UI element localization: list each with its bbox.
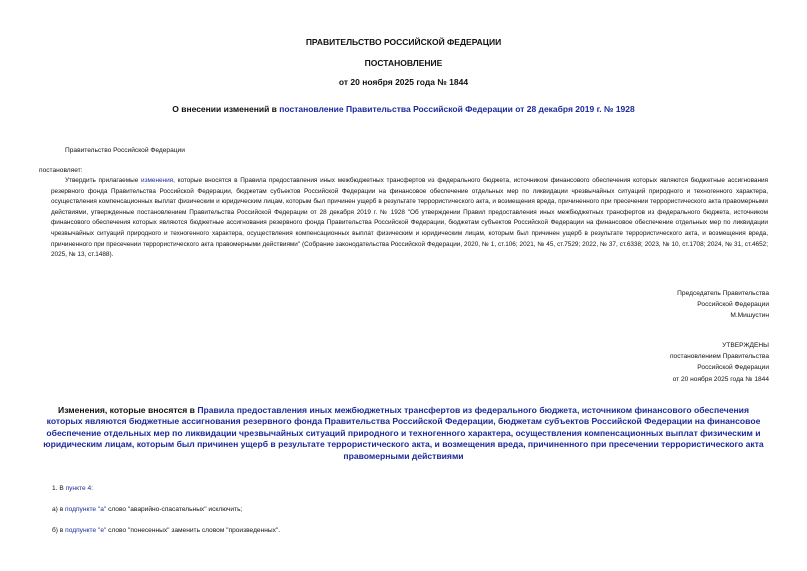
- document-title-prefix: О внесении изменений в: [172, 104, 280, 114]
- change-item-a-suffix: слово "аварийно-спасательных" исключить;: [106, 506, 243, 513]
- decides-word: постановляет:: [39, 167, 83, 174]
- change-item-b-suffix: слово "понесенных" заменить словом "произведенных".: [106, 527, 281, 534]
- document-type: ПОСТАНОВЛЕНИЕ: [364, 58, 443, 68]
- main-paragraph-prefix: Утвердить прилагаемые: [65, 177, 142, 184]
- point-4-link[interactable]: пункте 4: [65, 485, 92, 492]
- document-date-number: от 20 ноября 2025 года № 1844: [338, 77, 469, 87]
- signature-title: Председатель Правительства: [677, 290, 769, 297]
- preamble: Правительство Российской Федерации: [65, 147, 185, 154]
- rules-link[interactable]: Правила предоставления иных межбюджетных трансфертов из федерального бюджета, источником финансового обеспечения которых являются бюджетные ассигнования резервного фонда Правительства Российской Федерации, бюджетам субъектов Российской Федерации на финансовое обеспечение отдельных мер по ликвидации чрезвычайных ситуаций природного и техногенного характера, осуществления компенсационных выплат физическим и юридическим лицам, которым был причинен ущерб в результате террористического акта, и возмещения вреда, причиненного при пресечении террористического акта правомерными действиями: [43, 405, 764, 461]
- changes-title-prefix: Изменения, которые вносятся в: [58, 405, 198, 415]
- subpoint-a-link[interactable]: подпункте "а": [65, 506, 107, 513]
- change-item-1-suffix: :: [91, 485, 93, 492]
- main-paragraph-text: , которые вносятся в Правила предоставления иных межбюджетных трансфертов из федерального бюджета, источником финансового обеспечения которых являются бюджетные ассигнования резервного фонда Правительства Российской Федерации, бюджетам субъектов Российской Федерации на финансовое обеспечение отдельных мер по ликвидации чрезвычайных ситуаций природного и техногенного характера, осуществления компенсационных выплат физическим и юридическим лицам, которым был причинен ущерб в результате террористического акта, и возмещения вреда, причиненного при пресечении террористического акта правомерными действиями, утвержденные постановлением Правительства Российской Федерации от 28 декабря 2019 г. № 1928 "Об утверждении Правил предоставления иных межбюджетных трансфертов из федерального бюджета, источником финансового обеспечения которых являются бюджетные ассигнования резервного фонда Правительства Российской Федерации, бюджетам субъектов Российской Федерации на финансовое обеспечение отдельных мер по ликвидации чрезвычайных ситуаций природного и техногенного характера, осуществления компенсационных выплат физическим и юридическим лицам, которым был причинен ущерб в результате террористического акта, и возмещения вреда, причиненного при пресечении террористического акта правомерными действиями" (Собрание законодательства Российской Федерации, 2020, № 1, ст.106; 2021, № 45, ст.7529; 2022, № 37, ст.6338; 2023, № 10, ст.1708; 2024, № 31, ст.4652; 2025, № 13, ст.1488).: [51, 177, 769, 259]
- change-item-1-prefix: 1. В: [52, 485, 66, 492]
- change-item-1: [52, 485, 93, 492]
- approval-by: постановлением Правительства: [669, 353, 769, 361]
- changes-title: [40, 405, 767, 462]
- document-title: [0, 104, 807, 114]
- signature-country: Российской Федерации: [697, 301, 769, 309]
- change-item-b-prefix: б) в: [52, 527, 66, 534]
- approval-heading: УТВЕРЖДЕНЫ: [722, 342, 769, 349]
- signature-block: [677, 288, 769, 322]
- main-paragraph: [51, 176, 768, 261]
- approval-block: [670, 340, 769, 385]
- change-item-a: [52, 506, 242, 513]
- approval-country: Российской Федерации: [697, 364, 769, 372]
- approval-date: от 20 ноября 2025 года № 1844: [672, 375, 769, 383]
- government-heading: ПРАВИТЕЛЬСТВО РОССИЙСКОЙ ФЕДЕРАЦИИ: [305, 37, 502, 47]
- subpoint-e-link[interactable]: подпункте "е": [65, 527, 107, 534]
- changes-link[interactable]: изменения: [141, 177, 174, 184]
- amended-resolution-link[interactable]: постановление Правительства Российской Федерации от 28 декабря 2019 г. № 1928: [279, 104, 635, 114]
- change-item-b: [52, 527, 280, 534]
- change-item-a-prefix: а) в: [52, 506, 66, 513]
- signature-name: М.Мишустин: [730, 312, 769, 320]
